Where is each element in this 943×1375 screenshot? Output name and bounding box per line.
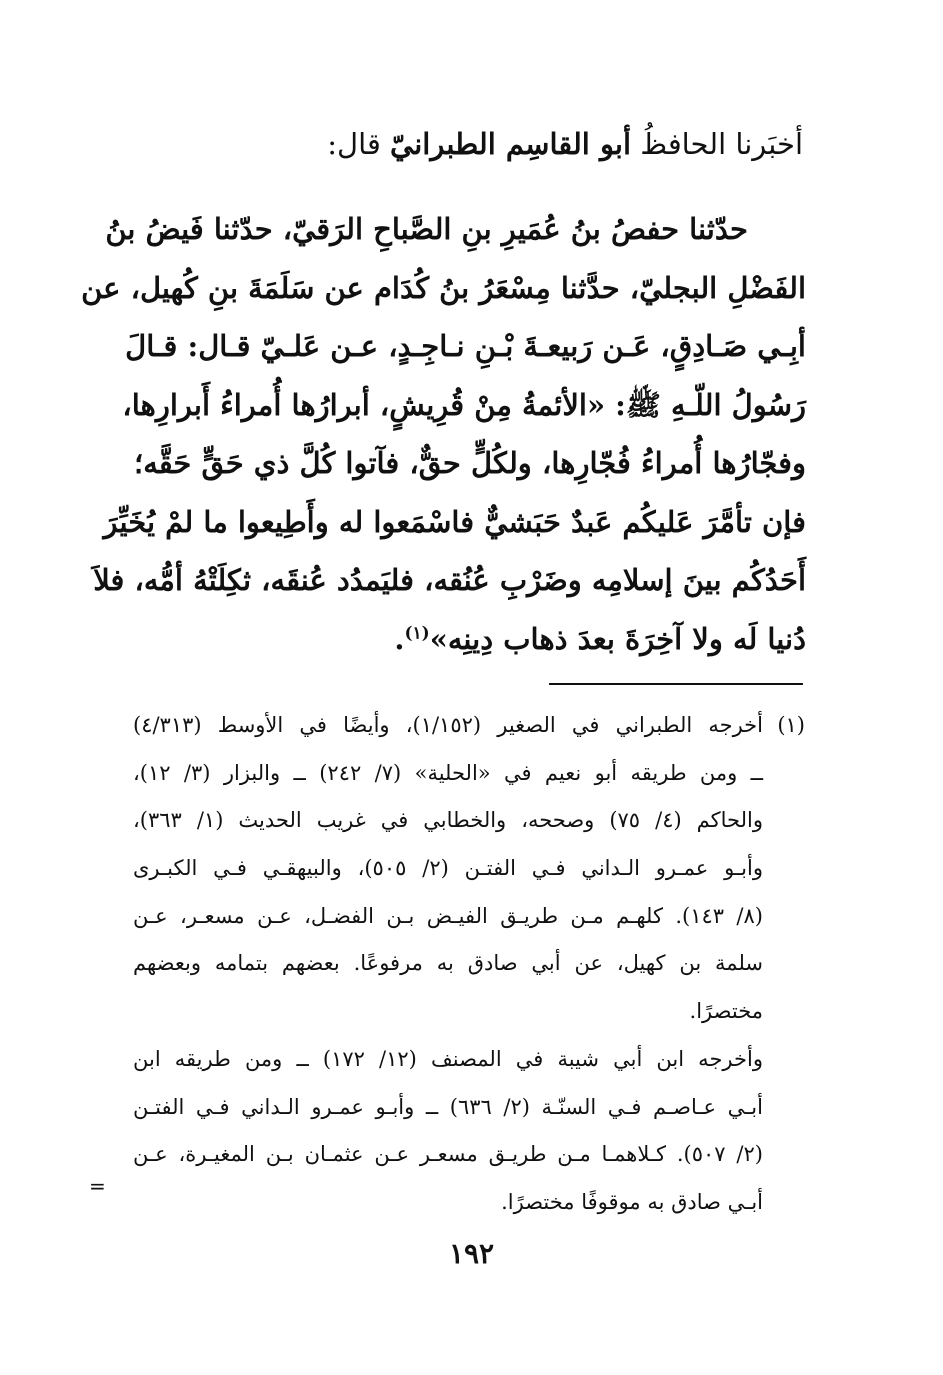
- hadith-line: أَحَدُكُم بينَ إسلامِه وضَرْبِ عُنُقه، فليَمدُد عُنقَه، ثكِلَتْهُ أمُّه، فلاَ: [93, 563, 806, 597]
- footnote-line: وأبـو عمـرو الـداني فـي الفتـن (٢/ ٥٠٥)، والبيهقـي فـي الكبـرى: [133, 856, 763, 881]
- hadith-line: فإن تأمَّرَ عَليكُم عَبدٌ حَبَشيٌّ فاسْمَعوا له وأَطِيعوا ما لمْ يُخَيِّرَ: [103, 504, 806, 539]
- footnote-line: ــ ومن طريقه أبو نعيم في «الحلية» (٧/ ٢٤٢) ــ والبزار (٣/ ١٢)،: [133, 760, 763, 785]
- intro-lead: أخبَرنا الحافظُ: [631, 127, 803, 161]
- hadith-line: أبِـي صَـادِقٍ، عَـن رَبيعـةَ بْـنِ نـاجِـدٍ، عـن عَلـيّ قـال: قـالَ: [125, 329, 806, 363]
- hadith-text: [81, 200, 806, 668]
- hadith-line: وفجّارُها أُمراءُ فُجّارِها، ولكُلٍّ حقٌّ، فآتوا كُلَّ ذي حَقٍّ حَقَّه؛: [134, 446, 806, 480]
- isnad-intro: [103, 118, 803, 170]
- footnote-separator: [549, 683, 803, 685]
- footnote-number: (١): [777, 713, 805, 737]
- hadith-line: دُنيا لَه ولا آخِرَةَ بعدَ ذهاب دِينِه»$^{(١)}$.: [394, 621, 806, 656]
- footnote-line: أبـي صادق به موقوفًا مختصرًا.: [501, 1189, 763, 1214]
- hadith-line: رَسُولُ اللّـهِ ﷺ: «الأئمةُ مِنْ قُرِيشٍ، أبرارُها أُمراءُ أَبرارِها،: [122, 387, 806, 422]
- page-number: ١٩٢: [448, 1237, 495, 1270]
- hadith-line: حدّثنا حفصُ بنُ عُمَيرِ بنِ الصَّباحِ الرَقيّ، حدّثنا فَيضُ بنُ: [105, 212, 748, 246]
- footnotes: [133, 702, 805, 1227]
- footnote-line: مختصرًا.: [689, 999, 763, 1024]
- footnote-line: سلمة بن كهيل، عن أبي صادق به مرفوعًا. بعضهم بتمامه وبعضهم: [133, 951, 763, 976]
- footnote-line: (٢/ ٥٠٧). كـلاهمـا مـن طريـق مسعـر عـن عثمـان بـن المغيـرة، عـن: [133, 1142, 763, 1167]
- footnote-line: (٨/ ١٤٣). كلهـم مـن طريـق الفيـض بـن الفضـل، عـن مسعـر، عـن: [133, 903, 763, 928]
- footnote-line: وأخرجه ابن أبي شيبة في المصنف (١٢/ ١٧٢) ــ ومن طريقه ابن: [133, 1046, 763, 1071]
- footnote-reference[interactable]: (١): [404, 622, 430, 643]
- footnote-line: أبـي عـاصـم فـي السنّـة (٢/ ٦٣٦) ــ وأبـو عمـرو الـداني فـي الفتـن: [133, 1094, 763, 1119]
- hadith-line: الفَضْلِ البجليّ، حدَّثنا مِسْعَرُ بنُ كُدَام عن سَلَمَةَ بنِ كُهيل، عن: [81, 270, 806, 305]
- continuation-mark: =: [89, 1174, 106, 1198]
- narrator-name: أبو القاسِم الطبرانيّ: [390, 127, 632, 161]
- footnote-line: والحاكم (٤/ ٧٥) وصححه، والخطابي في غريب الحديث (١/ ٣٦٣)،: [133, 808, 763, 833]
- footnote-line: (١)أخرجه الطبراني في الصغير (١/١٥٢)، وأيضًا في الأوسط (٤/٣١٣): [133, 702, 805, 750]
- intro-tail: قال:: [327, 127, 391, 161]
